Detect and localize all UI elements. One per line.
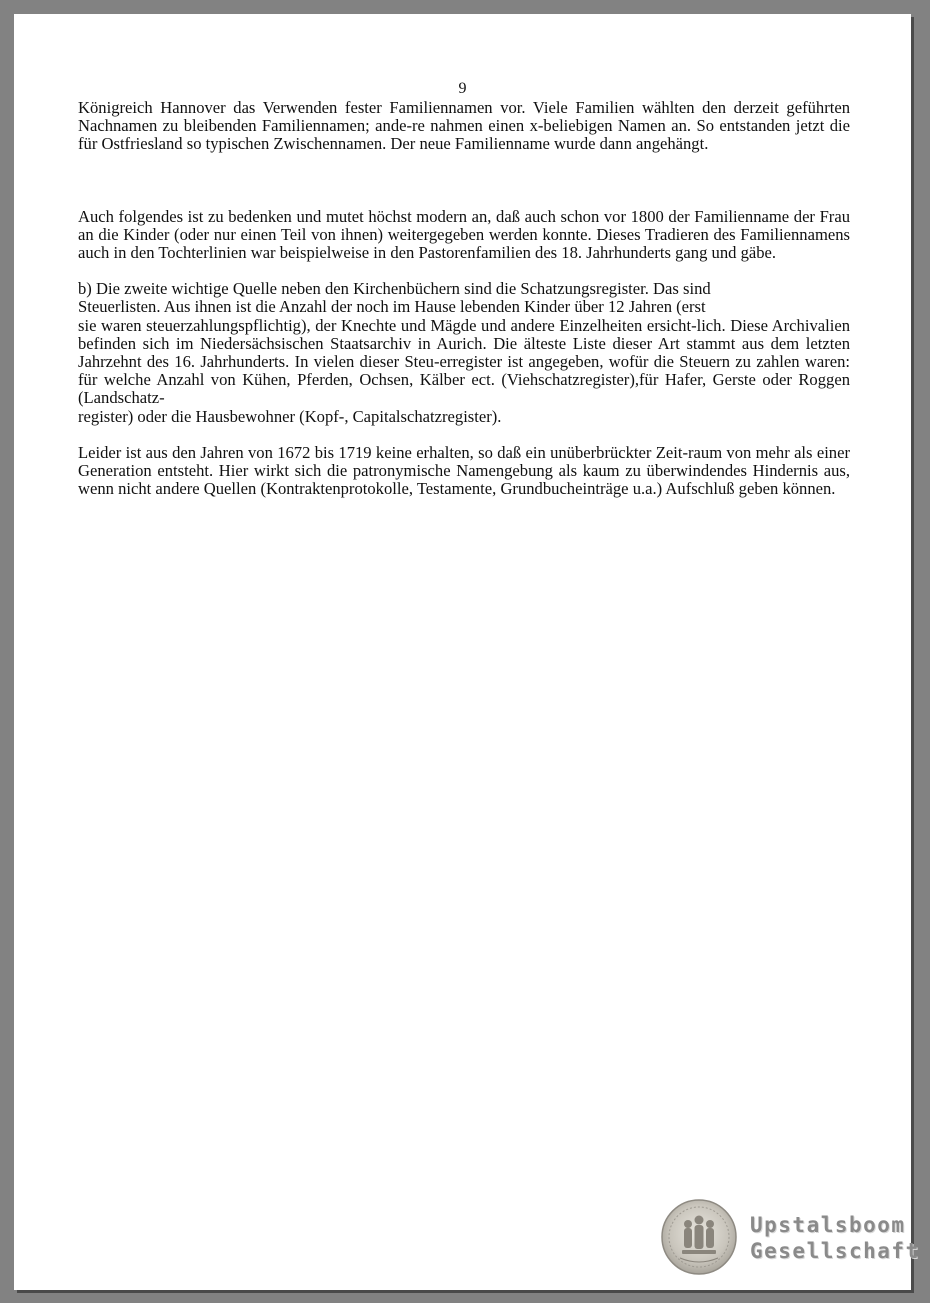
paragraph-2: Auch folgendes ist zu bedenken und mutet höchst modern an, daß auch schon vor 1800 der Familienname der Frau an die Kinder (oder nur einen Teil von ihnen) weitergegeben werden konnte. Dieses Tradieren des Familiennamens auch in den Tochterlinien war beispielweise in den Pastorenfamilien des 18. Jahrhunderts gang und gäbe. bbox=[78, 206, 850, 263]
paragraph-1: Königreich Hannover das Verwenden fester Familiennamen vor. Viele Familien wählten den derzeit geführten Nachnamen zu bleibenden Familiennamen; ande-re nahmen einen x-beliebigen Namen an. So entstanden jetzt die für Ostfriesland so typischen Zwischennamen. Der neue Familienname wurde dann angehängt. bbox=[78, 98, 850, 154]
brand-logo bbox=[750, 1212, 920, 1264]
paragraph-3-line: b) Die zweite wichtige Quelle neben den Kirchenbüchern sind die Schatzungsregister. Das sind bbox=[78, 279, 711, 299]
paragraph-3-line: sie waren steuerzahlungspflichtig), der Knechte und Mägde und andere Einzelheiten ersicht-lich. Diese Archivalien befinden sich im Niedersächsischen Staatsarchiv in Aurich. Die älteste Liste dieser Art stammt aus dem letzten Jahrzehnt des 16. Jahrhunderts. In vielen dieser Steu-erregister ist angegeben, wofür die Steuern zu zahlen waren: für welche Anzahl von Kühen, Pferden, Ochsen, Kälber ect. (Viehschatzregister),für Hafer, Gerste oder Roggen (Landschatz- bbox=[78, 315, 850, 408]
brand-line-2: Gesellschaft bbox=[750, 1239, 920, 1263]
body-text bbox=[78, 99, 850, 498]
paragraph-4: Leider ist aus den Jahren von 1672 bis 1719 keine erhalten, so daß ein unüberbrückter Zeit-raum von mehr als einer Generation entsteht. Hier wirkt sich die patronymische Namengebung als kaum zu überwindendes Hindernis aus, wenn nicht andere Quellen (Kontraktenprotokolle, Testamente, Grundbucheinträge u.a.) Aufschluß geben können. bbox=[78, 442, 850, 499]
document-page bbox=[14, 14, 920, 1290]
paragraph-3-line: register) oder die Hausbewohner (Kopf-, Capitalschatzregister). bbox=[78, 406, 502, 426]
seal-icon bbox=[660, 1198, 738, 1276]
paragraph-3 bbox=[78, 280, 850, 426]
paragraph-3-line: Steuerlisten. Aus ihnen ist die Anzahl der noch im Hause lebenden Kinder über 12 Jahren (erst bbox=[78, 297, 706, 317]
brand-line-1: Upstalsboom bbox=[750, 1213, 906, 1237]
page-number: 9 bbox=[458, 80, 467, 97]
